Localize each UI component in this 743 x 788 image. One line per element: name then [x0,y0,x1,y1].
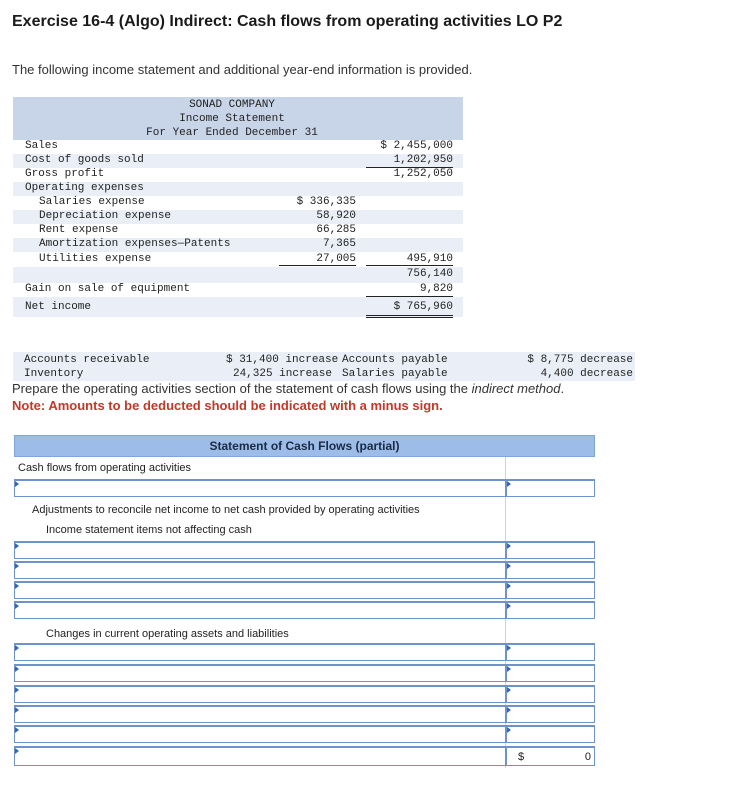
operating-activities-label: Cash flows from operating activities [18,462,192,474]
intro-text: The following income statement and additional year-end information is provided. [12,62,473,77]
inventory-value: 24,325 increase [232,368,332,380]
depreciation-label: Depreciation expense [39,210,172,222]
net-income-label: Net income [25,301,92,313]
prepare-text: Prepare the operating activities section of the statement of cash flows using the [12,381,472,396]
salaries-payable-value: 4,400 decrease [540,368,633,380]
ar-label: Accounts receivable [24,354,150,366]
dropdown-marker-icon [507,727,511,733]
dropdown-marker-icon [15,481,19,487]
adjustment-row[interactable] [14,561,595,579]
cash-flow-title: Statement of Cash Flows (partial) [14,435,595,457]
amortization-value: 7,365 [322,238,356,250]
method-text: indirect method [471,381,561,396]
dropdown-marker-icon [507,481,511,487]
total-opex-value: 495,910 [406,253,453,265]
total-value[interactable]: 0 [584,751,591,763]
opex-label: Operating expenses [25,182,144,194]
dropdown-marker-icon [15,707,19,713]
total-currency: $ [518,751,525,763]
dropdown-marker-icon [15,666,19,672]
prepare-instruction [12,381,564,396]
ap-label: Accounts payable [342,354,448,366]
dropdown-marker-icon [15,687,19,693]
amortization-label: Amortization expenses—Patents [39,238,231,250]
utilities-value: 27,005 [316,253,356,265]
dropdown-marker-icon [15,543,19,549]
change-row[interactable] [14,705,595,723]
double-underline [366,315,453,316]
cogs-value: 1,202,950 [393,154,453,166]
statement-name: Income Statement [179,113,285,125]
dropdown-marker-icon [15,563,19,569]
underline [366,296,453,297]
net-income-value: $ 765,960 [393,301,453,313]
prepare-period: . [560,381,565,396]
sales-value: $ 2,455,000 [380,140,453,152]
depreciation-value: 58,920 [316,210,356,222]
not-affecting-cash-label: Income statement items not affecting cash [46,524,252,536]
utilities-label: Utilities expense [39,253,152,265]
cogs-label: Cost of goods sold [25,154,144,166]
salaries-label: Salaries expense [39,196,145,208]
change-row[interactable] [14,725,595,743]
change-row[interactable] [14,643,595,661]
change-row[interactable] [14,664,595,682]
changes-label: Changes in current operating assets and liabilities [46,628,289,640]
ap-value: $ 8,775 decrease [527,354,633,366]
additional-info [13,352,635,381]
dropdown-marker-icon [15,583,19,589]
dropdown-marker-icon [15,645,19,651]
adjustments-label: Adjustments to reconcile net income to net cash provided by operating activities [32,504,420,516]
gain-label: Gain on sale of equipment [25,283,191,295]
column-divider [505,746,507,766]
rent-value: 66,285 [316,224,356,236]
adjustment-row[interactable] [14,541,595,559]
subtotal-value: 756,140 [406,268,453,280]
dropdown-marker-icon [507,563,511,569]
total-row[interactable] [14,746,595,766]
dropdown-marker-icon [15,748,19,754]
dropdown-marker-icon [507,666,511,672]
salaries-payable-label: Salaries payable [342,368,448,380]
income-statement [13,97,463,319]
gross-profit-label: Gross profit [25,168,105,180]
ar-value: $ 31,400 increase [226,354,339,366]
gain-value: 9,820 [419,283,453,295]
adjustment-row[interactable] [14,601,595,619]
company-name: SONAD COMPANY [189,99,275,111]
note-text: Note: Amounts to be deducted should be indicated with a minus sign. [12,398,443,413]
cash-flow-statement [14,435,595,768]
dropdown-marker-icon [507,707,511,713]
change-row[interactable] [14,685,595,703]
rent-label: Rent expense [39,224,119,236]
dropdown-marker-icon [507,603,511,609]
dropdown-marker-icon [15,727,19,733]
sales-label: Sales [25,140,59,152]
salaries-value: $ 336,335 [296,196,356,208]
statement-period: For Year Ended December 31 [146,127,318,139]
gross-profit-value: 1,252,050 [393,168,453,180]
net-income-row[interactable] [14,479,595,497]
adjustment-row[interactable] [14,581,595,599]
underline [366,265,453,266]
dropdown-marker-icon [507,687,511,693]
income-statement-header [13,97,463,140]
inventory-label: Inventory [24,368,84,380]
underline [279,265,356,266]
dropdown-marker-icon [507,645,511,651]
double-underline [366,317,453,318]
exercise-title: Exercise 16-4 (Algo) Indirect: Cash flows from operating activities LO P2 [12,13,563,30]
dropdown-marker-icon [507,583,511,589]
dropdown-marker-icon [15,603,19,609]
dropdown-marker-icon [507,543,511,549]
